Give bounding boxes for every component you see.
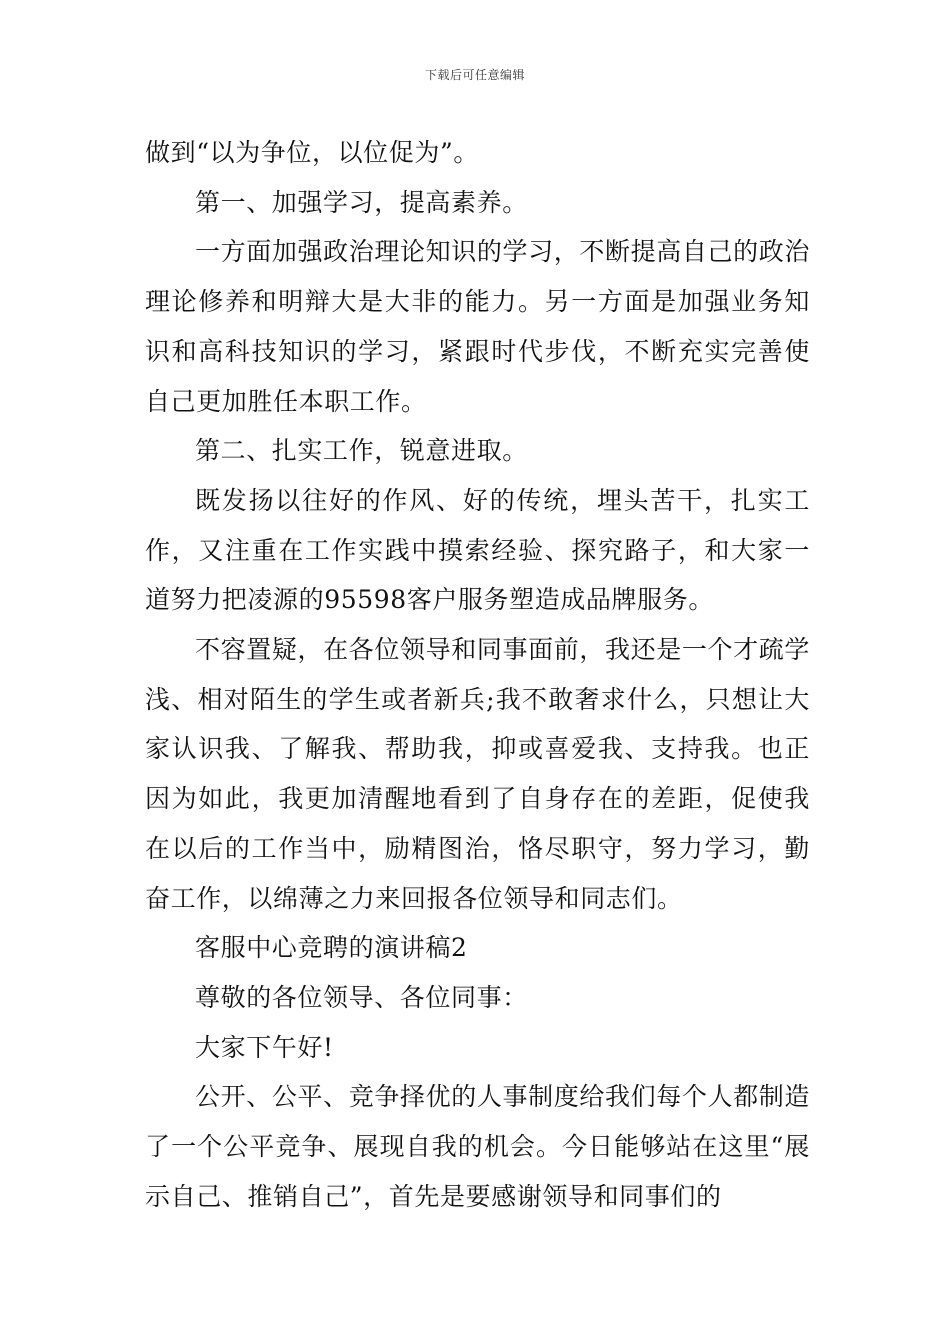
paragraph-continuation: 做到“以为争位，以位促为”。 <box>145 138 479 167</box>
page-header: 下载后可任意编辑 <box>424 68 525 82</box>
section-heading-1: 第一、加强学习，提高素养。 <box>195 187 528 217</box>
section-heading-2: 第二、扎实工作，锐意进取。 <box>195 436 528 466</box>
paragraph-work: 既发扬以往好的作风、好的传统，埋头苦干，扎实工作，又注重在工作实践中摸索经验、探究路子，和大家一道努力把凌源的95598客户服务塑造成品牌服务。 <box>145 485 810 615</box>
greeting: 大家下午好! <box>195 1032 334 1062</box>
speech-title-2: 客服中心竞聘的演讲稿2 <box>195 933 468 963</box>
document-body <box>145 128 810 1221</box>
paragraph-study: 一方面加强政治理论知识的学习，不断提高自己的政治理论修养和明辩大是大非的能力。另一方面是加强业务知识和高科技知识的学习，紧跟时代步伐，不断充实完善使自己更加胜任本职工作。 <box>145 237 810 416</box>
salutation: 尊敬的各位领导、各位同事： <box>195 982 528 1012</box>
paragraph-opening: 公开、公平、竞争择优的人事制度给我们每个人都制造了一个公平竞争、展现自我的机会。今日能够站在这里“展示自己、推销自己”，首先是要感谢领导和同事们的 <box>145 1082 810 1211</box>
paragraph-closing: 不容置疑，在各位领导和同事面前，我还是一个才疏学浅、相对陌生的学生或者新兵;我不敢奢求什么，只想让大家认识我、了解我、帮助我，抑或喜爱我、支持我。也正因为如此，我更加清醒地看到了自身存在的差距，促使我在以后的工作当中，励精图治，恪尽职守，努力学习，勤奋工作，以绵薄之力来回报各位领导和同志们。 <box>145 635 810 913</box>
